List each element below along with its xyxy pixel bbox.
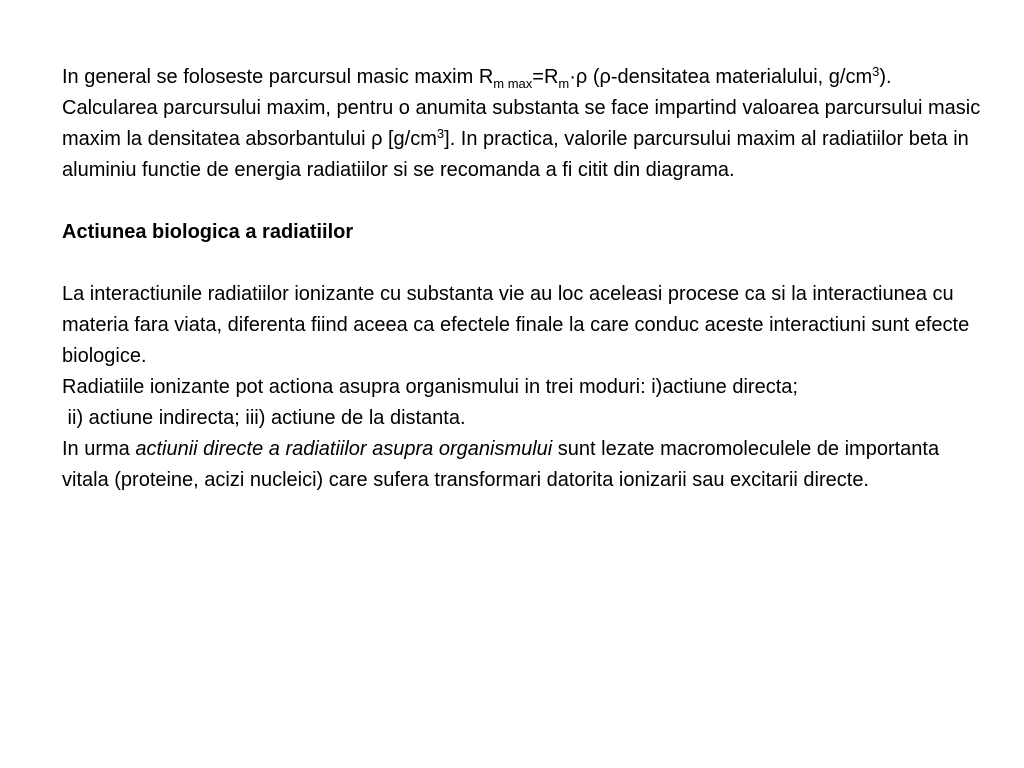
paragraph-moduri-line2: ii) actiune indirecta; iii) actiune de la distanta. — [62, 407, 466, 429]
paragraph-interactiuni: La interactiunile radiatiilor ionizante cu substanta vie au loc aceleasi procese ca si la interactiunea cu materia fara viata, diferenta fiind aceea ca efectele finale la care conduc aceste interactiuni sunt efecte biologice. — [62, 283, 970, 367]
italic-emphasis: actiunii directe a radiatiilor asupra organismului — [135, 438, 553, 460]
blank-line — [62, 186, 982, 217]
paragraph-text: In general se foloseste parcursul masic maxim R — [62, 66, 494, 88]
superscript: 3 — [872, 64, 880, 79]
section-heading: Actiunea biologica a radiatiilor — [62, 221, 354, 243]
paragraph-actiune-directa — [62, 434, 982, 496]
blank-line — [62, 248, 982, 279]
paragraph-parcurs-masic — [62, 62, 982, 186]
paragraph-moduri-line1: Radiatiile ionizante pot actiona asupra organismului in trei moduri: i)actiune directa; — [62, 376, 798, 398]
subscript: m max — [493, 76, 533, 91]
slide-content — [62, 62, 982, 496]
paragraph-text: sunt lezate macromoleculele de importanta vitala (proteine, acizi nucleici) care sufera transformari datorita ionizarii sau excitarii directe. — [62, 438, 940, 491]
paragraph-text: ·ρ (ρ-densitatea materialului, g/cm — [569, 66, 873, 88]
paragraph-text: In urma — [62, 438, 136, 460]
paragraph-text: =R — [532, 66, 559, 88]
paragraph-text: ]. In practica, valorile parcursului maxim al radiatiilor beta in aluminiu functie de energia radiatiilor si se recomanda a fi citit din diagrama. — [62, 128, 969, 181]
paragraph-text: ). Calcularea parcursului maxim, pentru o anumita substanta se face impartind valoarea parcursului masic maxim la densitatea absorbantului ρ [g/cm — [62, 66, 981, 150]
subscript: m — [558, 76, 570, 91]
superscript: 3 — [436, 126, 445, 141]
